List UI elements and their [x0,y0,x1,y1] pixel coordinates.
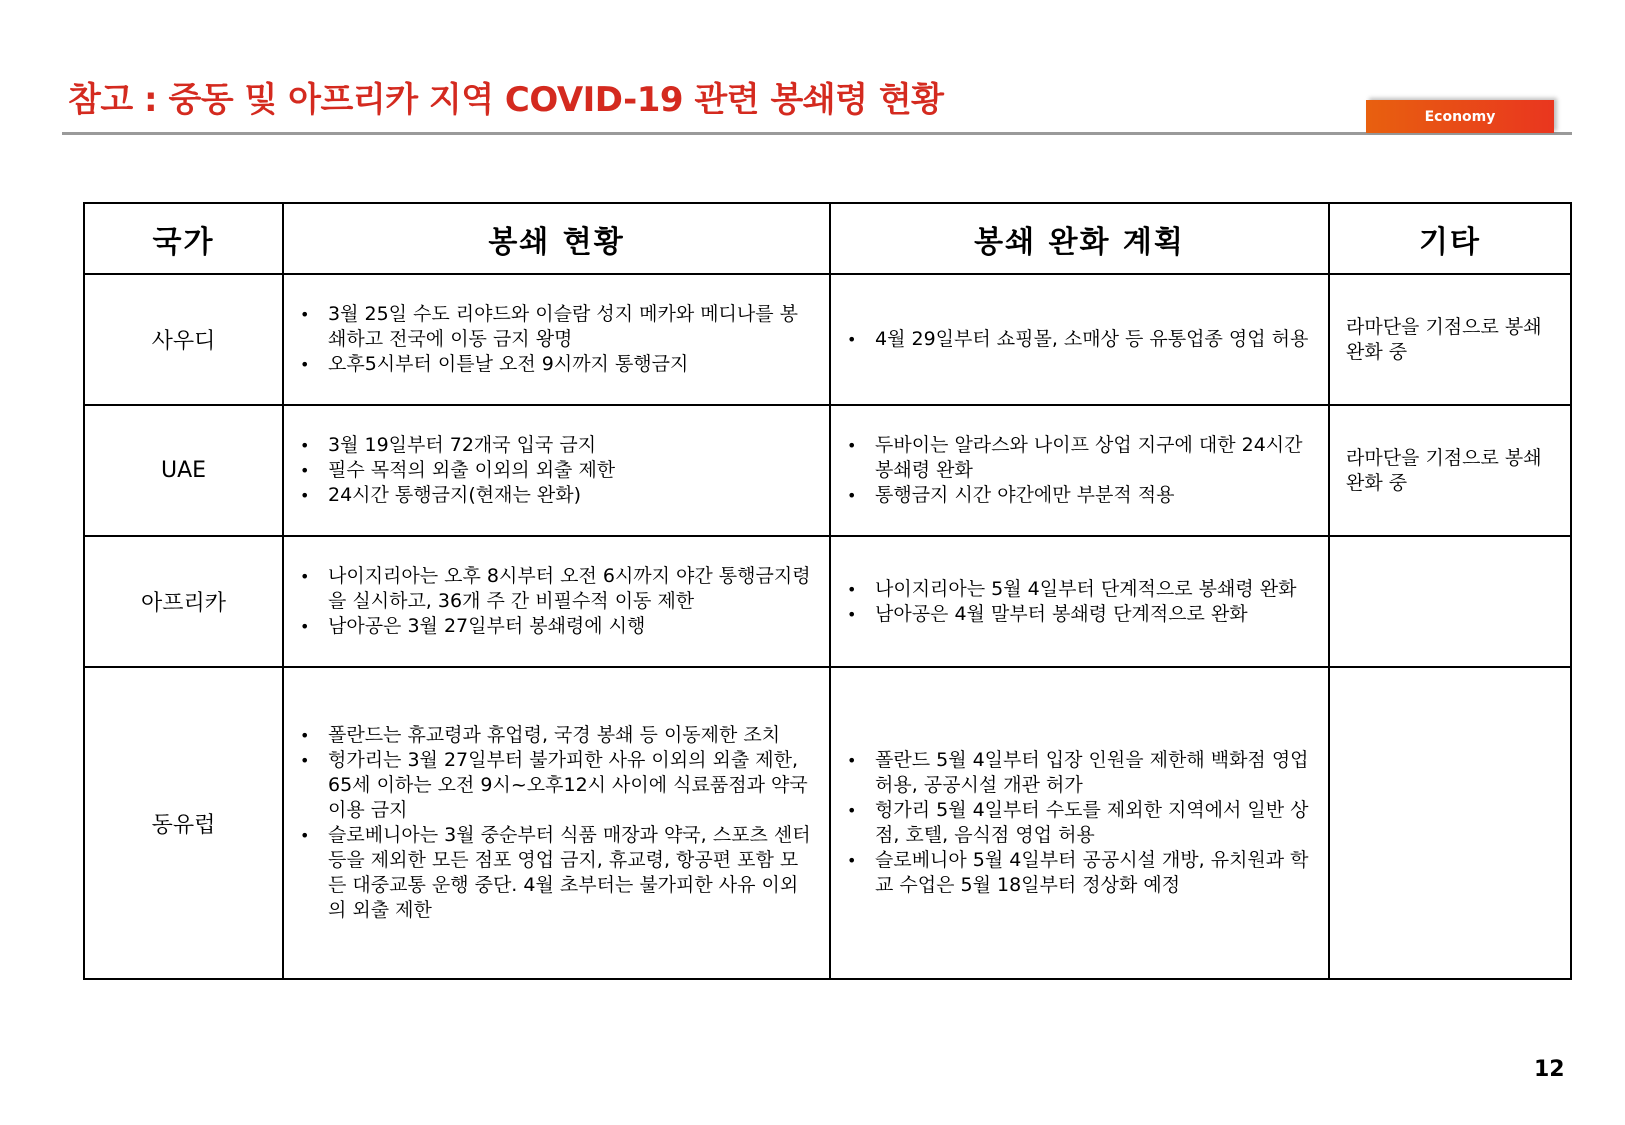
lockdown-status-table [83,202,1572,980]
status-list [298,302,815,377]
table-row [84,405,1571,536]
country-cell: 아프리카 [84,536,283,667]
status-list [298,723,815,923]
plan-cell [830,536,1329,667]
table-row [84,667,1571,979]
column-header-country: 국가 [84,203,283,274]
column-header-lockdown-status: 봉쇄 현황 [283,203,830,274]
list-item: • 통행금지 시간 야간에만 부분적 적용 [845,483,1314,508]
status-cell [283,274,830,405]
list-item: • 24시간 통행금지(현재는 완화) [298,483,815,508]
list-item: • 3월 19일부터 72개국 입국 금지 [298,433,815,458]
note-cell [1329,536,1571,667]
section-badge: Economy [1366,100,1554,133]
list-item: • 헝가리 5월 4일부터 수도를 제외한 지역에서 일반 상점, 호텔, 음식점 영업 허용 [845,798,1314,848]
page-title: 참고 : 중동 및 아프리카 지역 COVID-19 관련 봉쇄령 현황 [68,80,944,120]
list-item: • 남아공은 3월 27일부터 봉쇄령에 시행 [298,614,815,639]
column-header-other: 기타 [1329,203,1571,274]
column-header-easing-plan: 봉쇄 완화 계획 [830,203,1329,274]
plan-cell [830,667,1329,979]
table-header-row [84,203,1571,274]
plan-list [845,748,1314,898]
list-item: • 두바이는 알라스와 나이프 상업 지구에 대한 24시간 봉쇄령 완화 [845,433,1314,483]
title-divider [62,132,1572,135]
list-item: • 폴란드는 휴교령과 휴업령, 국경 봉쇄 등 이동제한 조치 [298,723,815,748]
status-cell [283,405,830,536]
table-row [84,536,1571,667]
page-number: 12 [1534,1057,1565,1082]
list-item: • 3월 25일 수도 리야드와 이슬람 성지 메카와 메디나를 봉쇄하고 전국에 이동 금지 왕명 [298,302,815,352]
status-list [298,564,815,639]
list-item: • 슬로베니아는 3월 중순부터 식품 매장과 약국, 스포츠 센터 등을 제외한 모든 점포 영업 금지, 휴교령, 항공편 포함 모든 대중교통 운행 중단. 4월 초부터는 불가피한 사유 이외의 외출 제한 [298,823,815,923]
table-row [84,274,1571,405]
list-item: • 나이지리아는 오후 8시부터 오전 6시까지 야간 통행금지령을 실시하고, 36개 주 간 비필수적 이동 제한 [298,564,815,614]
list-item: • 4월 29일부터 쇼핑몰, 소매상 등 유통업종 영업 허용 [845,327,1314,352]
plan-list [845,327,1314,352]
note-cell [1329,667,1571,979]
list-item: • 폴란드 5월 4일부터 입장 인원을 제한해 백화점 영업 허용, 공공시설 개관 허가 [845,748,1314,798]
note-cell: 라마단을 기점으로 봉쇄 완화 중 [1329,405,1571,536]
list-item: • 필수 목적의 외출 이외의 외출 제한 [298,458,815,483]
list-item: • 나이지리아는 5월 4일부터 단계적으로 봉쇄령 완화 [845,577,1314,602]
status-cell [283,536,830,667]
list-item: • 남아공은 4월 말부터 봉쇄령 단계적으로 완화 [845,602,1314,627]
note-cell: 라마단을 기점으로 봉쇄 완화 중 [1329,274,1571,405]
status-cell [283,667,830,979]
plan-list [845,433,1314,508]
country-cell: UAE [84,405,283,536]
list-item: • 헝가리는 3월 27일부터 불가피한 사유 이외의 외출 제한, 65세 이하는 오전 9시~오후12시 사이에 식료품점과 약국 이용 금지 [298,748,815,823]
list-item: • 오후5시부터 이튿날 오전 9시까지 통행금지 [298,352,815,377]
plan-list [845,577,1314,627]
status-list [298,433,815,508]
list-item: • 슬로베니아 5월 4일부터 공공시설 개방, 유치원과 학교 수업은 5월 18일부터 정상화 예정 [845,848,1314,898]
plan-cell [830,274,1329,405]
country-cell: 동유럽 [84,667,283,979]
country-cell: 사우디 [84,274,283,405]
plan-cell [830,405,1329,536]
